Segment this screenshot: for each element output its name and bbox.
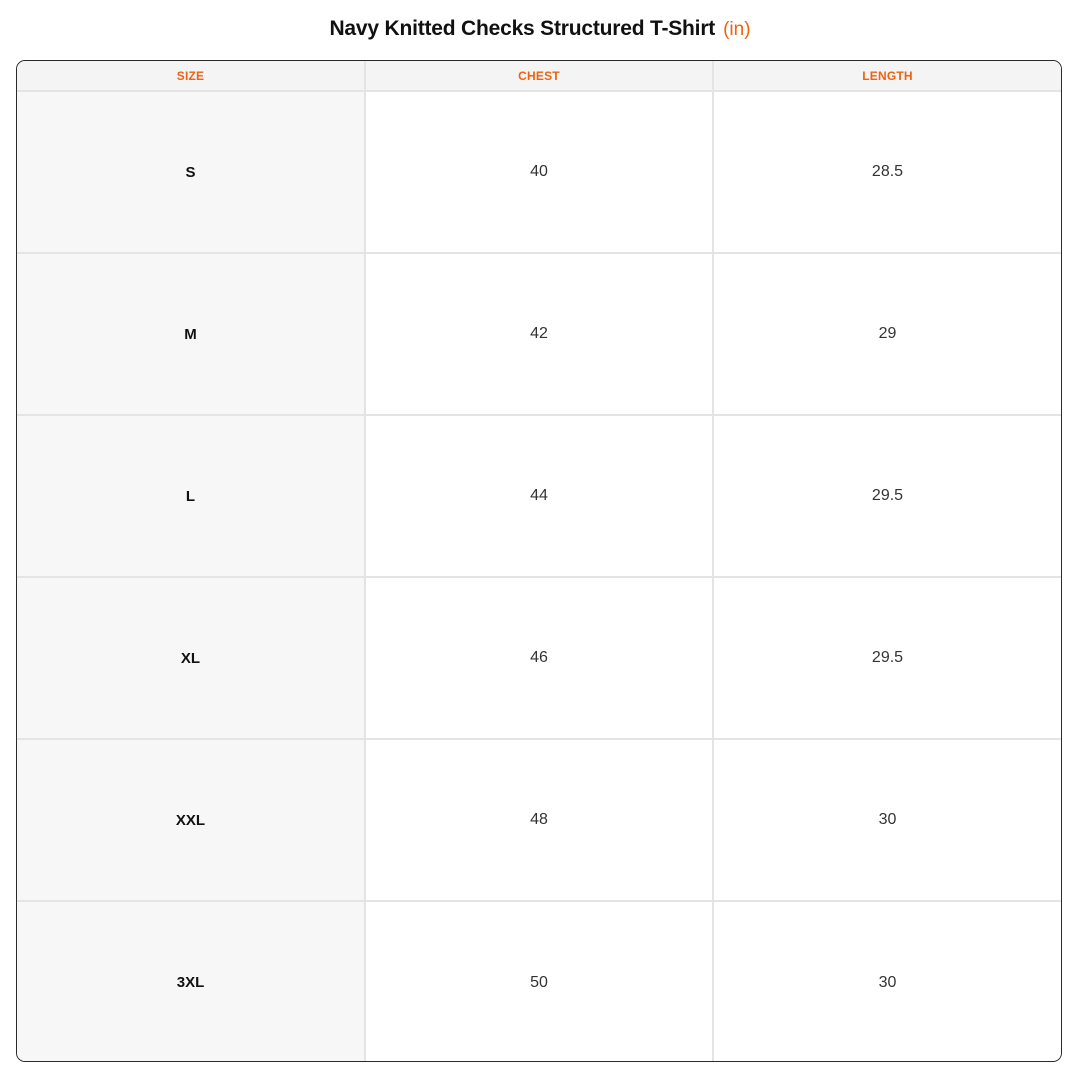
table-row <box>17 901 1061 1062</box>
size-cell: M <box>17 253 365 415</box>
size-cell: 3XL <box>17 901 365 1062</box>
chest-cell: 48 <box>365 739 713 901</box>
size-cell: XL <box>17 577 365 739</box>
size-cell: XXL <box>17 739 365 901</box>
length-cell: 28.5 <box>713 91 1061 253</box>
length-cell: 29.5 <box>713 577 1061 739</box>
chest-cell: 40 <box>365 91 713 253</box>
length-cell: 29 <box>713 253 1061 415</box>
table-row <box>17 91 1061 253</box>
column-header-length: LENGTH <box>713 61 1061 91</box>
size-cell: L <box>17 415 365 577</box>
unit-label: (in) <box>723 19 751 40</box>
table-row <box>17 253 1061 415</box>
chest-cell: 50 <box>365 901 713 1062</box>
size-cell: S <box>17 91 365 253</box>
length-cell: 30 <box>713 739 1061 901</box>
size-table-container <box>16 60 1062 1062</box>
column-header-chest: CHEST <box>365 61 713 91</box>
length-cell: 29.5 <box>713 415 1061 577</box>
chest-cell: 46 <box>365 577 713 739</box>
column-header-size: SIZE <box>17 61 365 91</box>
table-row <box>17 415 1061 577</box>
table-row <box>17 577 1061 739</box>
chest-cell: 44 <box>365 415 713 577</box>
size-table <box>17 61 1061 1062</box>
table-header-row <box>17 61 1061 91</box>
chest-cell: 42 <box>365 253 713 415</box>
length-cell: 30 <box>713 901 1061 1062</box>
table-row <box>17 739 1061 901</box>
page-title: Navy Knitted Checks Structured T-Shirt <box>329 17 716 40</box>
title-row <box>0 17 1080 47</box>
